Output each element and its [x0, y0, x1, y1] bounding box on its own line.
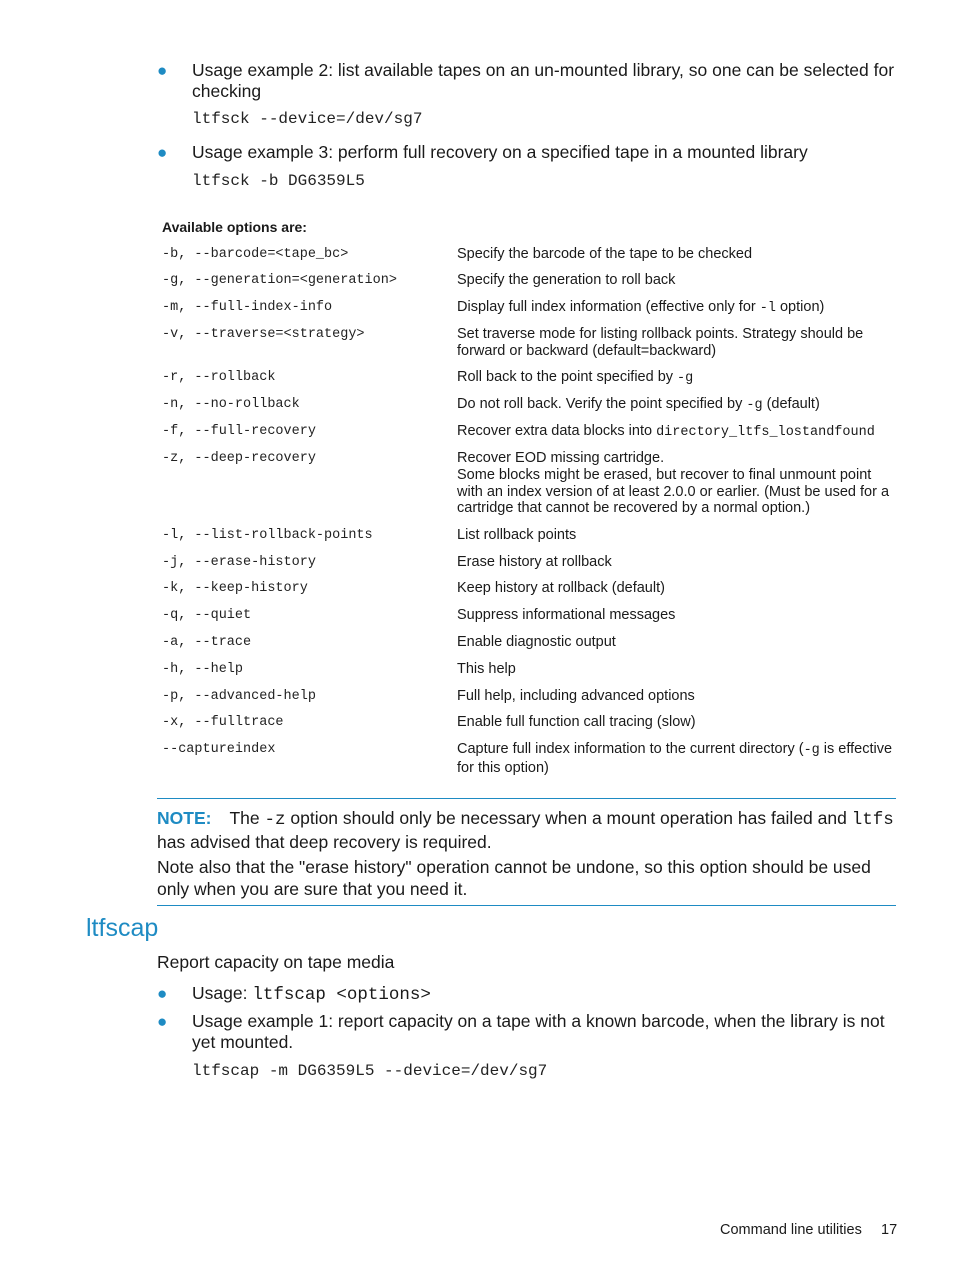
code-example-2: ltfsck --device=/dev/sg7: [192, 110, 423, 128]
option-text: Full help, including advanced options: [457, 688, 695, 704]
option-flag: --captureindex: [162, 742, 276, 757]
option-flag: -k, --keep-history: [162, 581, 308, 596]
option-text: is effective for this option): [457, 741, 893, 776]
option-text: Roll back to the point specified by: [457, 369, 678, 385]
note-text: The: [229, 808, 265, 828]
option-flag: -r, --rollback: [162, 370, 276, 385]
option-flag: -j, --erase-history: [162, 555, 316, 570]
note-code: ltfs: [851, 810, 894, 830]
option-flag: -q, --quiet: [162, 608, 252, 623]
option-flag: -p, --advanced-help: [162, 689, 316, 704]
option-text: Recover extra data blocks into: [457, 423, 657, 439]
option-flag: -a, --trace: [162, 635, 252, 650]
option-description: [457, 714, 897, 731]
option-flag: -v, --traverse=<strategy>: [162, 327, 365, 342]
option-code: -g: [677, 371, 694, 386]
option-text: Enable diagnostic output: [457, 634, 616, 650]
option-description: [457, 423, 897, 442]
option-text: Specify the barcode of the tape to be checked: [457, 246, 753, 262]
option-text: Do not roll back. Verify the point specified by: [457, 396, 747, 412]
options-heading: Available options are:: [162, 219, 307, 235]
option-text: option): [775, 299, 825, 315]
option-flag: -m, --full-index-info: [162, 300, 333, 315]
option-flag: -f, --full-recovery: [162, 424, 316, 439]
option-code: -g: [746, 398, 763, 413]
bullet-icon: ●: [157, 1012, 168, 1031]
footer-page-number: 17: [881, 1222, 898, 1238]
note-label: NOTE:: [157, 808, 212, 828]
option-description: [457, 246, 897, 263]
option-flag: -h, --help: [162, 662, 244, 677]
option-flag: -n, --no-rollback: [162, 397, 300, 412]
option-description: [457, 326, 897, 360]
bullet-usage-example-1: [157, 1011, 897, 1053]
option-flag: -z, --deep-recovery: [162, 451, 316, 466]
option-description: [457, 272, 897, 289]
option-text: Enable full function call tracing (slow): [457, 714, 696, 730]
bullet-icon: ●: [157, 61, 168, 80]
section-intro: Report capacity on tape media: [157, 952, 395, 972]
option-description: [457, 299, 897, 318]
note-code: -z: [264, 810, 286, 830]
option-text: Capture full index information to the current directory (: [457, 741, 804, 757]
option-description: [457, 369, 897, 388]
option-text: Some blocks might be erased, but recover to final unmount point with an index version of at least 2.0.0 or earlier. (Must be used for a cartridge that cannot be recovered by a normal option.): [457, 466, 890, 517]
bullet-usage: [157, 983, 897, 1006]
note-text: has advised that deep recovery is required.: [157, 832, 492, 852]
option-flag: -l, --list-rollback-points: [162, 528, 373, 543]
note-paragraph-2: Note also that the "erase history" operation cannot be undone, so this option should be used only when you are sure that you need it.: [157, 857, 871, 899]
option-description: [457, 450, 897, 517]
note-paragraph-1: [157, 807, 896, 853]
bullet-text: Usage example 1: report capacity on a tape with a known barcode, when the library is not yet mounted.: [192, 1011, 885, 1052]
option-code: -l: [759, 301, 776, 316]
option-description: [457, 527, 897, 544]
bullet-text: Usage example 3: perform full recovery on a specified tape in a mounted library: [192, 142, 808, 162]
option-flag: -g, --generation=<generation>: [162, 273, 397, 288]
option-description: [457, 554, 897, 571]
option-description: [457, 634, 897, 651]
bullet-usage-example-3: [157, 142, 897, 163]
section-title: ltfscap: [86, 914, 159, 942]
option-code: -g: [803, 743, 820, 758]
option-text: (default): [762, 396, 820, 412]
option-description: [457, 741, 897, 777]
code-example-3: ltfsck -b DG6359L5: [192, 172, 365, 190]
option-text: Recover EOD missing cartridge.: [457, 450, 665, 466]
option-text: This help: [457, 661, 516, 677]
note-text: option should only be necessary when a mount operation has failed and: [285, 808, 852, 828]
option-text: Suppress informational messages: [457, 607, 676, 623]
option-text: Erase history at rollback: [457, 554, 612, 570]
option-flag: -x, --fulltrace: [162, 715, 284, 730]
option-description: [457, 661, 897, 678]
option-text: Set traverse mode for listing rollback points. Strategy should be forward or backward (default=backward): [457, 326, 864, 359]
bullet-code: ltfscap <options>: [252, 985, 431, 1005]
option-text: List rollback points: [457, 527, 577, 543]
footer-section-name: Command line utilities: [720, 1222, 862, 1238]
code-example-1: ltfscap -m DG6359L5 --device=/dev/sg7: [192, 1062, 548, 1080]
bullet-text: Usage example 2: list available tapes on an un-mounted library, so one can be selected for checking: [192, 60, 895, 101]
bullet-text: Usage:: [192, 983, 253, 1003]
option-text: Specify the generation to roll back: [457, 272, 676, 288]
option-description: [457, 396, 897, 415]
note-box: [157, 798, 896, 906]
option-text: Display full index information (effective only for: [457, 299, 760, 315]
option-description: [457, 688, 897, 705]
option-description: [457, 580, 897, 597]
bullet-icon: ●: [157, 984, 168, 1003]
bullet-icon: ●: [157, 143, 168, 162]
option-text: Keep history at rollback (default): [457, 580, 665, 596]
option-description: [457, 607, 897, 624]
option-flag: -b, --barcode=<tape_bc>: [162, 247, 349, 262]
bullet-usage-example-2: [157, 60, 897, 102]
option-code: directory_ltfs_lostandfound: [656, 425, 875, 440]
